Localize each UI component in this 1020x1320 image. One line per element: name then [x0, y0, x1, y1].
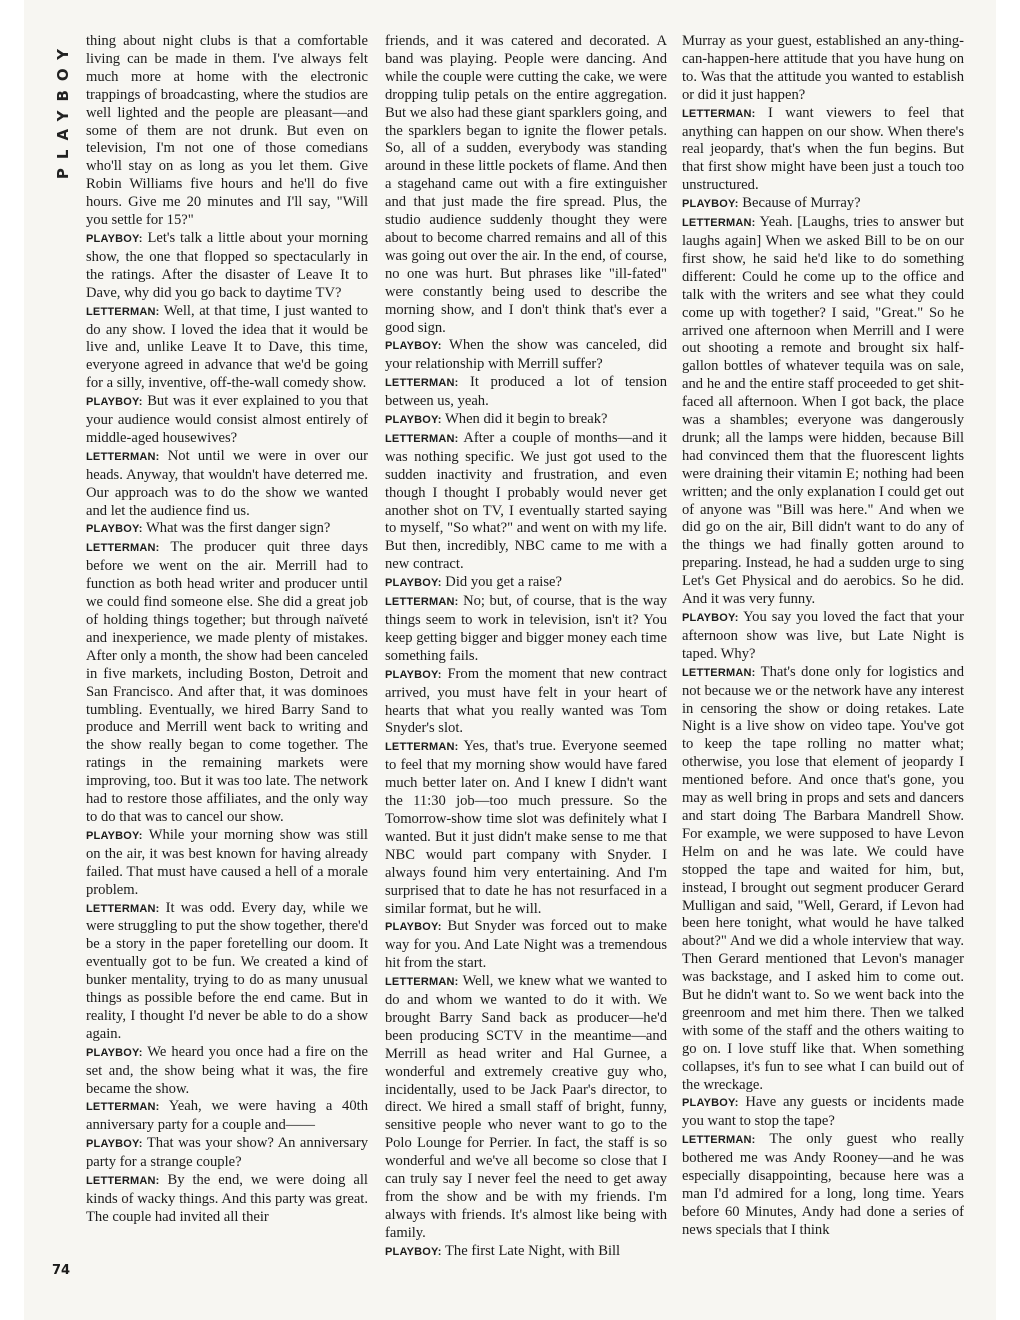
speaker-label: PLAYBOY: [385, 1245, 442, 1258]
speaker-label: PLAYBOY: [86, 396, 143, 409]
speaker-label: PLAYBOY: [86, 523, 143, 536]
speaker-label: PLAYBOY: [385, 577, 442, 590]
paragraph [385, 574, 667, 593]
speaker-label: LETTERMAN: [86, 450, 160, 463]
paragraph-text: But was it ever explained to you that your audience would consist almost entirely of middle-aged housewives? [86, 393, 368, 446]
speaker-label: PLAYBOY: [682, 198, 739, 211]
paragraph [682, 214, 964, 609]
paragraph-text: You say you loved the fact that your afternoon show was live, but Late Night is taped. Why? [682, 609, 964, 662]
speaker-label: PLAYBOY: [682, 612, 739, 624]
speaker-label: PLAYBOY: [682, 1097, 739, 1110]
speaker-label: LETTERMAN: [682, 107, 756, 120]
speaker-label: LETTERMAN: [682, 1134, 756, 1147]
speaker-label: PLAYBOY: [385, 414, 442, 427]
paragraph [385, 337, 667, 374]
paragraph [682, 609, 964, 664]
paragraph-text: thing about night clubs is that a comfortable living can be made in them. I've always felt much more at home with the electronic trappings of broadcasting, where the studios are well lighted and the people are pleasant—and some of them are not drunk. But even on television, I'm not one of those comedians who'll stay on as long as you let them. Give Robin Williams five hours and he'll do five hours. Give me 20 minutes and I'll say, "Will you settle for 15?" [86, 33, 368, 229]
paragraph-text: It was odd. Every day, while we were struggling to put the show together, there'd be a story in the paper foretelling our doom. It eventually got to be fun. We created a kind of bunker mentality, trying to do as many unusual things as possible before the end came. But in reality, I thought I'd never be able to do a show again. [86, 899, 368, 1042]
speaker-label: LETTERMAN: [86, 305, 160, 318]
paragraph [385, 593, 667, 666]
paragraph [86, 520, 368, 539]
paragraph-text: Yeah. [Laughs, tries to answer but laughs again] When we asked Bill to be on our first show, he said he'd like to do something different: Could he come up to the office and talk with the writers and see what they could come up with together? I said, "Great." So he arrived one afternoon when Merrill and I were out shooting a remote and brought six half-gallon bottles of whatever tequila was on sale, and he and the entire staff proceeded to get shit-faced all afternoon. When I got back, the place was a shambles; everyone was dangerously drunk; all the lamps were hidden, because Bill had convinced them that the fluorescent lights were draining their vitamin E; nothing had been written; and the only explanation I could get out of anyone was "Bill was here." And when we did go on the air, Bill didn't want to do any of the things we had finally gotten around to preparing. Instead, he had a sudden urge to sing Let's Get Physical and do aerobics. So he did. And it was very funny. [682, 214, 964, 608]
paragraph-text: Well, at that time, I just wanted to do any show. I loved the idea that it would be live and, unlike Leave It to Dave, this time, everyone agreed in advance that we'd be going for a silly, inventive, off-the-wall comedy show. [86, 302, 368, 392]
paragraph [86, 230, 368, 303]
paragraph [385, 411, 667, 430]
paragraph-text: Did you get a raise? [441, 574, 562, 591]
paragraph [385, 666, 667, 739]
paragraph-text: That's done only for logistics and not because we or the network have any interest in censoring the show or doing retakes. Late Night is a live show on video tape. You've got to keep the tape rolling no matter what; otherwise, you lose that element of jeopardy I mentioned before. And once that's gone, you may as well bring in props and sets and dancers and start doing The Barbara Mandrell Show. For example, we were supposed to have Levon Helm on and he was late. We could have stopped the tape and waited for him, but, instead, I brought out segment producer Gerard Mulligan and said, "Well, Gerard, if Levon had been here tonight, what would he have talked about?" And we did a whole interview that way. Then Gerard mentioned that Levon's manager was backstage, and I asked him to come out. But he didn't want to. So we went back into the greenroom and met him there. Then we talked with some of the staff and the others waiting to go on. I love stuff like that. When something collapses, it's fun to see what I can build out of the wreckage. [682, 663, 964, 1093]
paragraph-text: Murray as your guest, established an any-thing-can-happen-here attitude that you have hung on to. Was that the attitude you wanted to establish or did it just happen? [682, 33, 964, 103]
speaker-label: PLAYBOY: [86, 232, 143, 245]
paragraph [385, 1243, 667, 1262]
speaker-label: LETTERMAN: [385, 976, 459, 989]
paragraph-text: Yes, that's true. Everyone seemed to feel that my morning show would have fared much better later on. And I knew I didn't want the 11:30 job—too much pressure. So the Tomorrow-show time slot was definitely what I wanted. But it just didn't make sense to me that NBC would part company with Snyder. I always found him very entertaining. And I'm surprised that to date he has not resurfaced in a similar format, but he will. [385, 738, 667, 917]
paragraph-text: Yeah, we were having a 40th anniversary party for a couple and—— [86, 1098, 368, 1134]
paragraph [86, 1098, 368, 1135]
paragraph-text: After a couple of months—and it was nothing specific. We just got used to the sudden inactivity and frustration, and even though I thought I probably would never get another shot on TV, I eventually started saying to myself, "So what?" and went on with my life. But then, incredibly, NBC came to me with a new contract. [385, 429, 667, 573]
speaker-label: LETTERMAN: [682, 217, 756, 230]
paragraph [86, 303, 368, 394]
paragraph [385, 374, 667, 411]
speaker-label: PLAYBOY: [385, 668, 442, 681]
paragraph [86, 393, 368, 448]
speaker-label: LETTERMAN: [385, 596, 459, 609]
paragraph-text: It produced a lot of tension between us, yeah. [385, 374, 667, 410]
paragraph-text: From the moment that new contract arrived, you must have felt in your heart of hearts that what you really wanted was Tom Snyder's slot. [385, 665, 667, 737]
page-number: 74 [52, 1263, 71, 1278]
text-column-2 [385, 33, 667, 1262]
paragraph [385, 738, 667, 918]
speaker-label: LETTERMAN: [682, 666, 756, 679]
speaker-label: PLAYBOY: [385, 921, 442, 934]
text-column-1 [86, 33, 368, 1227]
speaker-label: LETTERMAN: [86, 902, 160, 915]
speaker-label: LETTERMAN: [385, 741, 459, 754]
paragraph [682, 1131, 964, 1239]
paragraph [86, 33, 368, 230]
speaker-label: PLAYBOY: [86, 1046, 143, 1059]
speaker-label: LETTERMAN: [86, 1101, 160, 1114]
paragraph-text: The only guest who really bothered me was Andy Rooney—and he was especially disappointing, because here was a man I'd admired for a long, long time. Years before 60 Minutes, Andy had done a series of news specials that I think [682, 1131, 964, 1238]
paragraph-text: Have any guests or incidents made you want to stop the tape? [682, 1094, 964, 1130]
speaker-label: PLAYBOY: [86, 1138, 143, 1151]
speaker-label: LETTERMAN: [385, 432, 459, 445]
speaker-label: PLAYBOY: [86, 829, 143, 842]
paragraph-text: The first Late Night, with Bill [441, 1242, 621, 1259]
paragraph-text: The producer quit three days before we went on the air. Merrill had to function as both head writer and producer until we could find someone else. She did a great job of holding things together; but through naïveté and inexperience, we made plenty of mistakes. After only a month, the show had been canceled in five markets, including Boston, Detroit and San Francisco. And after that, it was dominoes tumbling. Eventually, we hired Barry Sand to produce and Merrill went back to writing and the show really began to come together. The ratings in the remaining markets were improving, too. But it was too late. The network had to restore those affiliates, and the only way to do that was to cancel our show. [86, 539, 368, 825]
paragraph-text: But Snyder was forced out to make way for you. And Late Night was a tremendous hit from the start. [385, 918, 667, 972]
paragraph-text: When the show was canceled, did your relationship with Merrill suffer? [385, 337, 667, 373]
paragraph-text: I want viewers to feel that anything can happen on our show. When there's real jeopardy, that's when the fun begins. But that first show might have been just a touch too unstructured. [682, 104, 964, 194]
paragraph [86, 1135, 368, 1172]
speaker-label: LETTERMAN: [86, 542, 160, 555]
paragraph [682, 105, 964, 196]
speaker-label: LETTERMAN: [385, 377, 459, 390]
paragraph-text: Well, we knew what we wanted to do and whom we wanted to do it with. We brought Barry Sand back as producer—he'd been producing SCTV in the meantime—and Merrill as head writer and Hal Gurnee, a wonderful and extremely creative guy who, incidentally, used to be Jack Paar's director, to direct. We hired a small staff of bright, funny, sensitive people who never want to go to the Polo Lounge for Perrier. In fact, the staff is so wonderful and we've all become so close that I can truly say I never feel the need to get away from the show and be with my friends. I'm always with friends. It's almost like being with family. [385, 973, 667, 1241]
paragraph [86, 1044, 368, 1099]
paragraph-text: Not until we were in over our heads. Anyway, that wouldn't have deterred me. Our approach was to do the show we wanted and let the audience find us. [86, 447, 368, 519]
paragraph [86, 1172, 368, 1227]
paragraph [385, 973, 667, 1243]
paragraph-text: While your morning show was still on the air, it was best known for having already failed. That must have caused a hell of a morale problem. [86, 826, 368, 898]
paragraph-text: When did it begin to break? [441, 411, 608, 428]
magazine-page [24, 0, 996, 1320]
paragraph-text: Let's talk a little about your morning show, the one that flopped so spectacularly in the ratings. After the disaster of Leave It to Dave, why did you go back to daytime TV? [86, 229, 368, 301]
paragraph-text: We heard you once had a fire on the set and, the show being what it was, the fire became the show. [86, 1043, 368, 1097]
paragraph [385, 430, 667, 574]
magazine-masthead: PLAYBOY [54, 40, 72, 180]
paragraph [682, 1094, 964, 1131]
paragraph-text: No; but, of course, that is the way things seem to work in television, isn't it? You keep getting bigger and bigger money each time something fails. [385, 593, 667, 664]
paragraph [385, 33, 667, 337]
paragraph-text: That was your show? An anniversary party for a strange couple? [86, 1135, 368, 1171]
paragraph [385, 918, 667, 973]
paragraph [86, 900, 368, 1044]
paragraph [682, 664, 964, 1095]
paragraph [86, 827, 368, 900]
speaker-label: PLAYBOY: [385, 340, 442, 353]
paragraph-text: What was the first danger sign? [142, 520, 331, 537]
paragraph-text: By the end, we were doing all kinds of wacky things. And this party was great. The couple had invited all their [86, 1172, 368, 1225]
speaker-label: LETTERMAN: [86, 1175, 160, 1188]
paragraph [682, 195, 964, 214]
paragraph [86, 448, 368, 521]
paragraph-text: Because of Murray? [738, 195, 861, 212]
text-column-3 [682, 33, 964, 1240]
paragraph-text: friends, and it was catered and decorated. A band was playing. People were dancing. And while the couple were cutting the cake, we were dropping tulip petals on the entire aggregation. But we also had these giant sparklers going, and the sparklers began to ignite the flower petals. So, all of a sudden, everybody was standing around in these little pockets of flame. And then a stagehand came out with a fire extinguisher and that just made the fire spread. Plus, the studio audience suddenly thought they were about to become charred remains and all of this was going out over the air. In the end, of course, no one was hurt. But phrases like "ill-fated" were constantly being used to describe the morning show, and I don't think that's ever a good sign. [385, 33, 667, 336]
paragraph [682, 33, 964, 105]
paragraph [86, 539, 368, 827]
